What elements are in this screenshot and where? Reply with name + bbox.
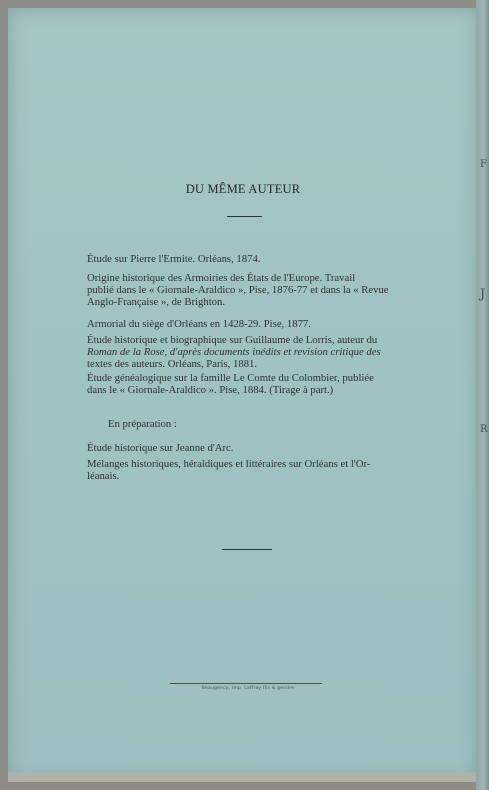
bibliography-entry [87, 335, 417, 371]
printer-rule [170, 683, 322, 684]
printer-imprint: Beaugency, imp. Laffray fils & gendre [201, 686, 295, 691]
entry-line: publié dans le « Giornale-Araldico », Pise, 1876-77 et dans la « Revue [87, 283, 389, 296]
preparation-entry [87, 443, 417, 455]
entry-line: Origine historique des Armoiries des États de l'Europe. Travail [87, 272, 356, 284]
entry-line: textes des auteurs. Orléans, Paris, 1881. [87, 357, 258, 370]
bibliography-entry [87, 273, 417, 309]
bibliography-entry [87, 254, 417, 266]
section-rule [222, 549, 272, 550]
title-rule [227, 216, 262, 217]
entry-line: Anglo-Française », de Brighton. [87, 295, 226, 308]
preparation-entry [87, 459, 417, 483]
page-edge-strip [476, 0, 489, 790]
edge-letter-j: J [480, 287, 486, 302]
cover-bottom-edge [8, 772, 478, 782]
entry-line: Roman de la Rose, d'après documents inédits et revision critique des [87, 345, 381, 358]
bibliography-entry [87, 373, 417, 397]
bibliography-entry [87, 319, 417, 331]
page-title: DU MÊME AUTEUR [185, 182, 301, 196]
entry-line: Étude historique sur Jeanne d'Arc. [87, 442, 234, 454]
entry-line: dans le « Giornale-Araldico ». Pise, 1884. (Tirage à part.) [87, 383, 334, 396]
edge-letter-r: R [480, 424, 488, 435]
entry-line: Mélanges historiques, héraldiques et littéraires sur Orléans et l'Or- [87, 458, 371, 470]
edge-letter-f: F [480, 159, 487, 170]
entry-line: Étude généalogique sur la famille Le Comte du Colombier, publiée [87, 372, 374, 384]
entry-line: Étude historique et biographique sur Guillaume de Lorris, auteur du [87, 334, 378, 346]
entry-line: Armorial du siège d'Orléans en 1428-29. Pise, 1877. [87, 318, 311, 330]
entry-line: léanais. [87, 469, 120, 482]
preparation-heading: En préparation : [108, 418, 177, 430]
entry-line: Étude sur Pierre l'Ermite. Orléans, 1874. [87, 253, 261, 265]
